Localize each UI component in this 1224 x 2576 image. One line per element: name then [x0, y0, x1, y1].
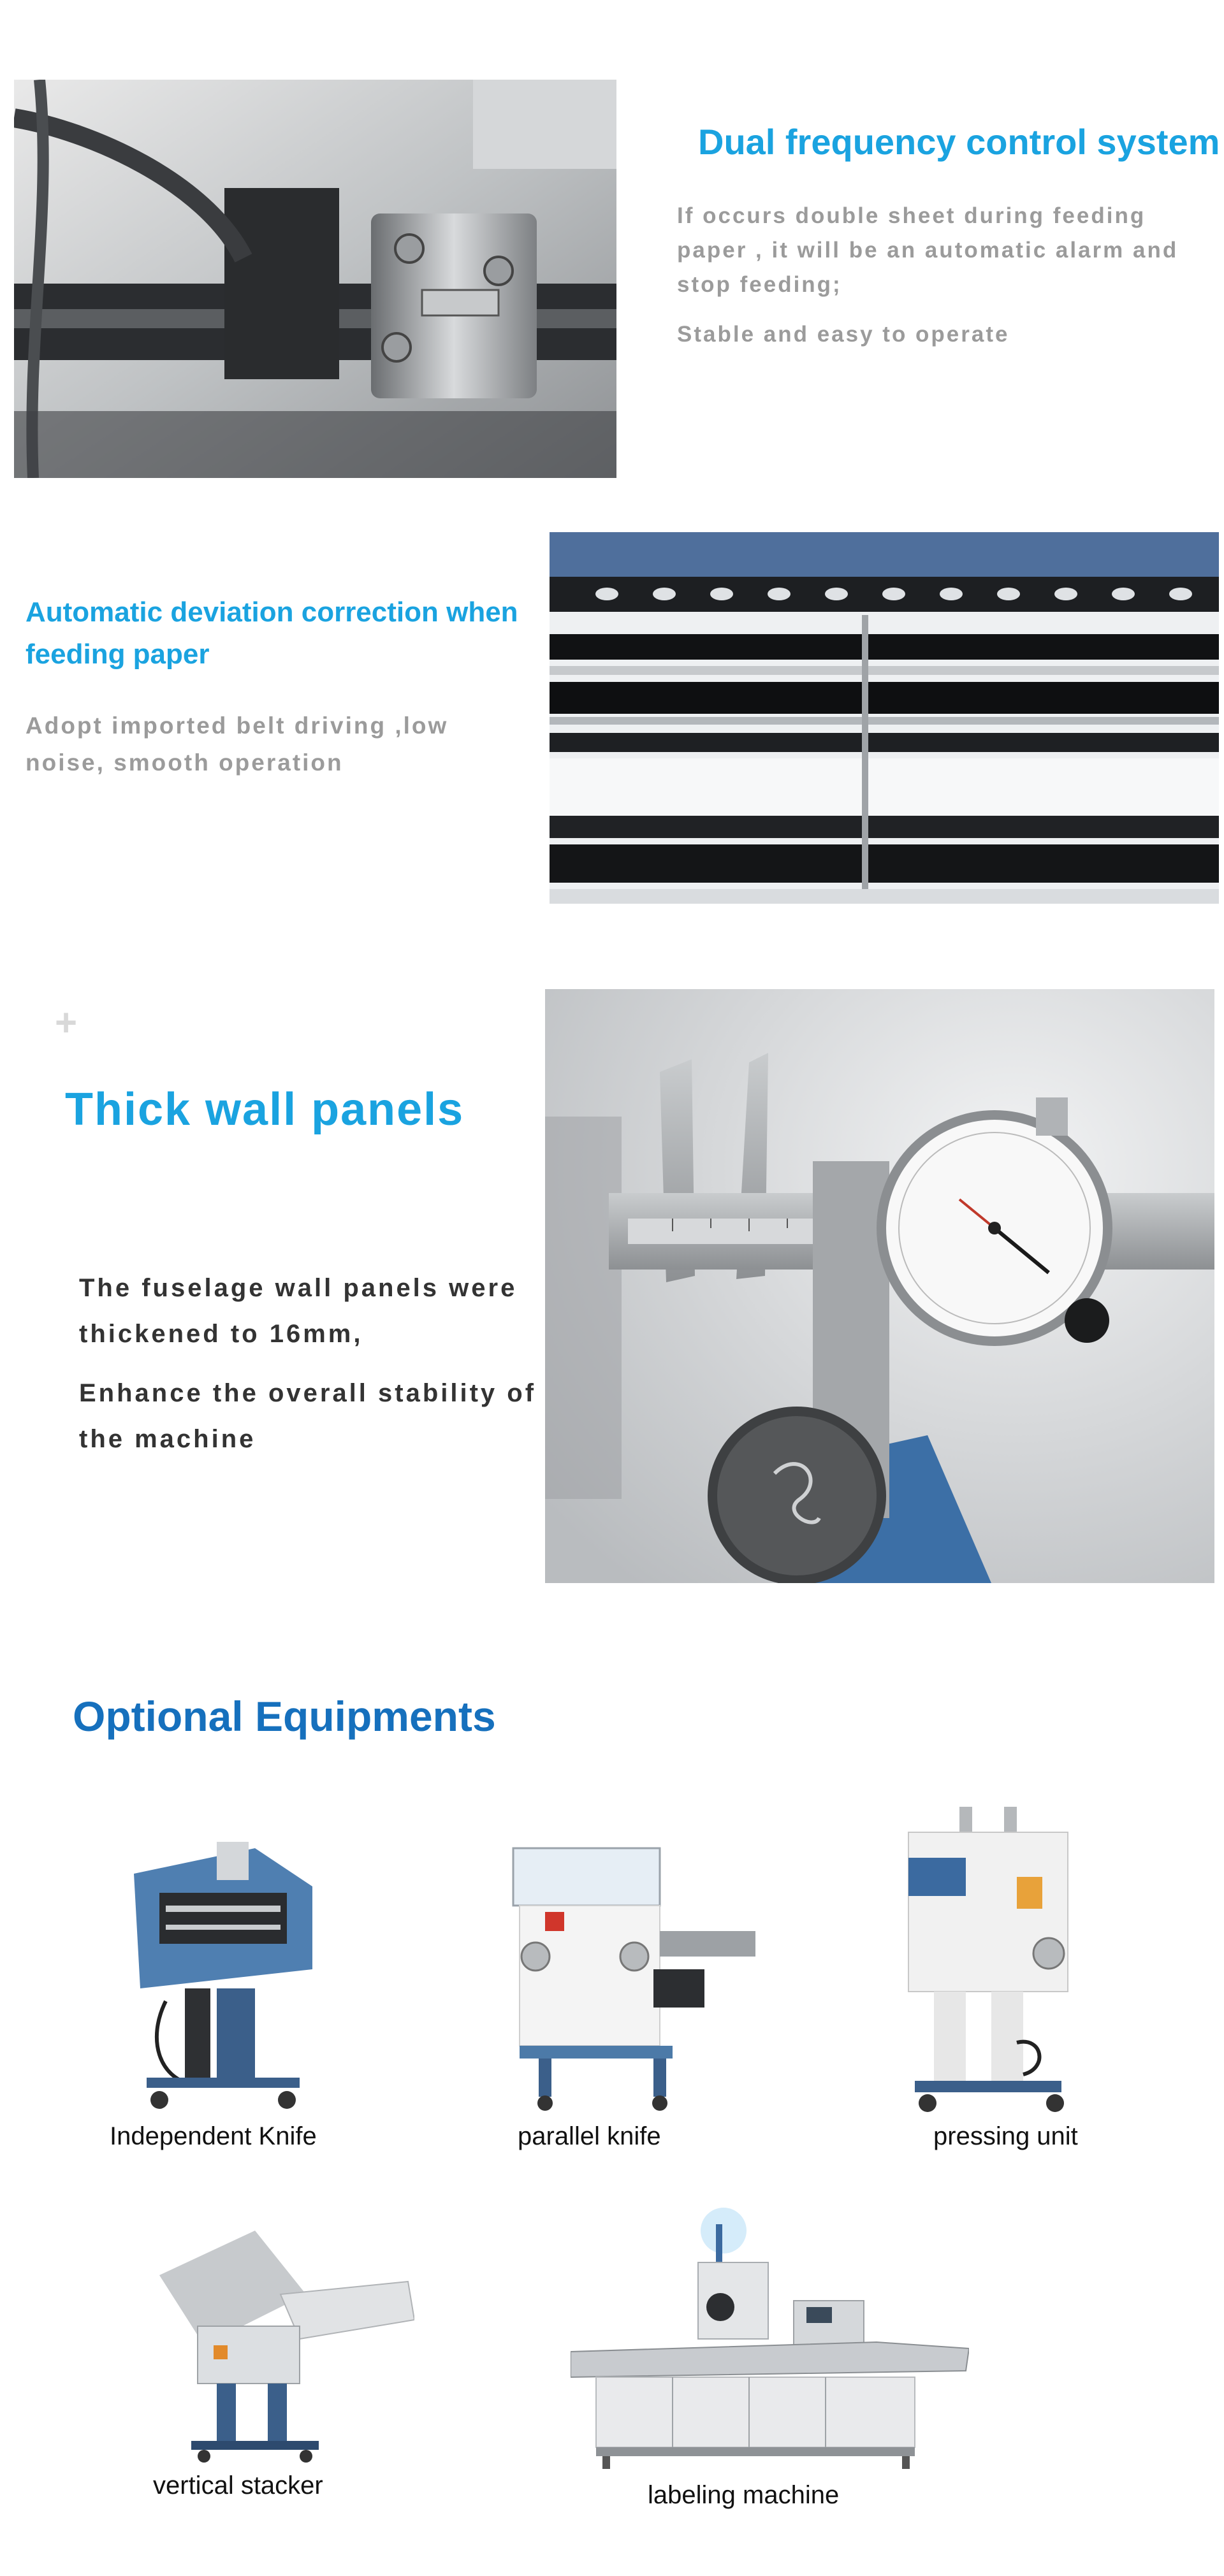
dual-frequency-desc-1: If occurs double sheet during feeding paper , it will be an automatic alarm and stop feeding; [677, 203, 1179, 297]
vertical-stacker-caption: vertical stacker [153, 2471, 323, 2500]
caliper-measurement-photo [545, 989, 1214, 1583]
parallel-knife-image [500, 1835, 755, 2116]
labeling-machine-caption: labeling machine [648, 2481, 840, 2509]
pressing-unit-image [896, 1807, 1081, 2116]
dual-frequency-title: Dual frequency control system [698, 122, 1220, 162]
thick-wall-desc-1: The fuselage wall panels were thickened to 16mm, [79, 1274, 518, 1348]
parallel-knife-caption: parallel knife [518, 2122, 661, 2150]
deviation-correction-desc: Adopt imported belt driving ,low noise, smooth operation [26, 713, 449, 776]
sensor-closeup-photo [14, 80, 616, 478]
optional-equipments-title: Optional Equipments [73, 1693, 496, 1740]
plus-decoration-icon: + [55, 1001, 78, 1044]
belt-drive-photo [550, 532, 1219, 904]
vertical-stacker-image [153, 2218, 414, 2463]
pressing-unit-caption: pressing unit [933, 2122, 1078, 2150]
labeling-machine-image [571, 2205, 969, 2473]
deviation-correction-title: Automatic deviation correction when feeding paper [26, 597, 518, 670]
independent-knife-caption: Independent Knife [110, 2122, 317, 2150]
dual-frequency-desc-2: Stable and easy to operate [677, 322, 1010, 347]
independent-knife-image [121, 1835, 325, 2116]
thick-wall-desc-2: Enhance the overall stability of the machine [79, 1379, 537, 1453]
thick-wall-title: Thick wall panels [65, 1084, 465, 1135]
